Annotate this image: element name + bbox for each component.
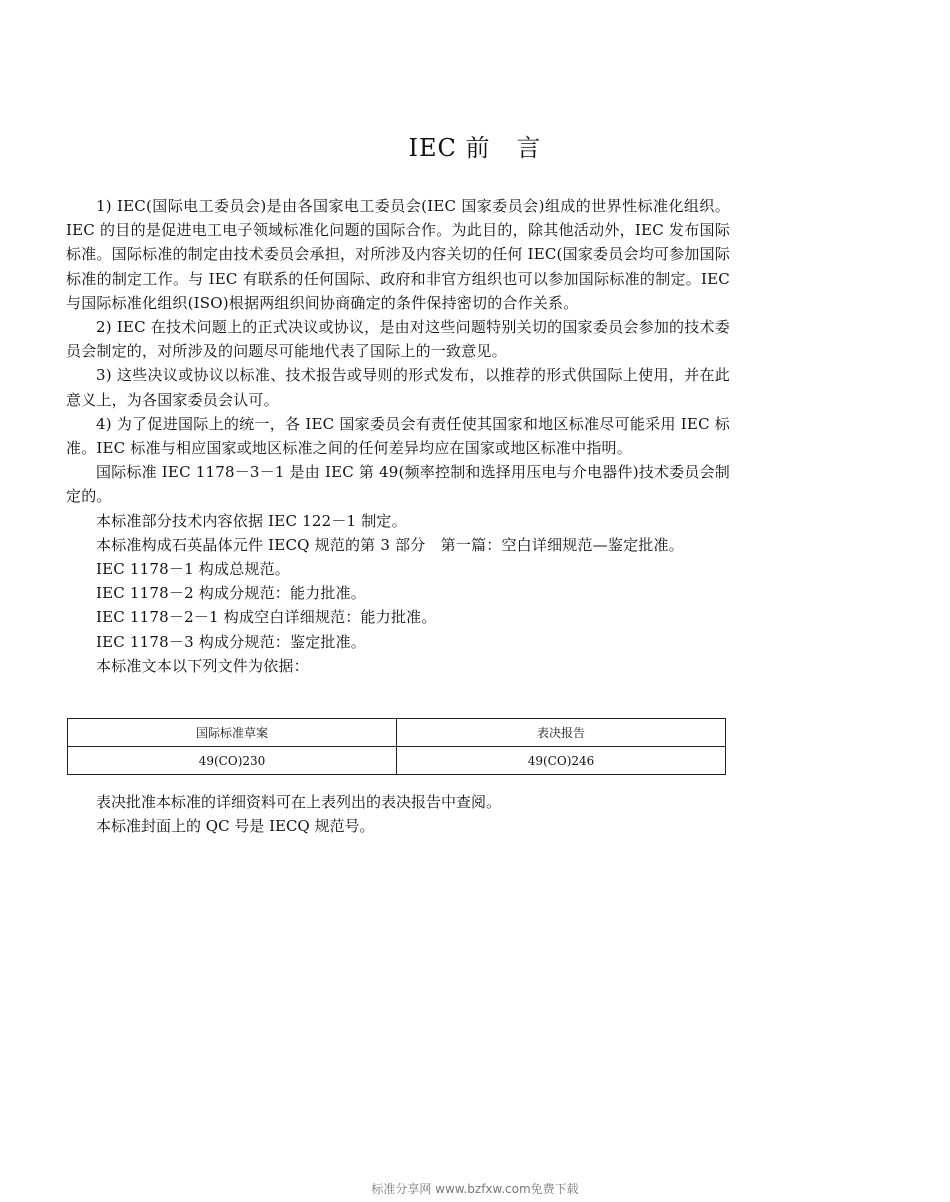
paragraph-3: 3) 这些决议或协议以标准、技术报告或导则的形式发布，以推荐的形式供国际上使用，并在此意义上，为各国家委员会认可。 [66,366,730,409]
table-cell-draft: 49(CO)230 [68,747,397,775]
paragraph-2: 2) IEC 在技术问题上的正式决议或协议，是由对这些问题特别关切的国家委员会参加的技术委员会制定的，对所涉及的问题尽可能地代表了国际上的一致意见。 [66,318,730,361]
after-table-text [66,790,730,838]
page-title: IEC 前 言 [408,134,542,162]
line-iec-1178-3: IEC 1178－3 构成分规范：鉴定批准。 [96,632,367,651]
line-qc-number: 本标准封面上的 QC 号是 IECQ 规范号。 [96,817,375,836]
table-cell-voting-report: 49(CO)246 [397,747,726,775]
voting-documents-table [67,718,726,775]
line-basis: 本标准部分技术内容依据 IEC 122－1 制定。 [96,511,407,530]
table-header-row [68,719,726,747]
paragraph-4: 4) 为了促进国际上的统一，各 IEC 国家委员会有责任使其国家和地区标准尽可能采用 IEC 标准。IEC 标准与相应国家或地区标准之间的任何差异均应在国家或地区标准中指明。 [66,414,730,458]
line-documents-basis: 本标准文本以下列文件为依据： [96,656,309,675]
line-iec-1178-2: IEC 1178－2 构成分规范：能力批准。 [96,584,367,603]
table-header-voting-report: 表决报告 [397,719,726,747]
table-header-draft: 国际标准草案 [68,719,397,747]
footer-watermark: 标准分享网 www.bzfxw.com免费下载 [371,1182,579,1196]
line-iec-1178-1: IEC 1178－1 构成总规范。 [96,560,291,579]
body-text [66,194,730,678]
paragraph-5: 国际标准 IEC 1178－3－1 是由 IEC 第 49(频率控制和选择用压电与介电器件)技术委员会制定的。 [66,463,730,506]
line-voting-details: 表决批准本标准的详细资料可在上表列出的表决报告中查阅。 [96,793,502,811]
line-structure: 本标准构成石英晶体元件 IECQ 规范的第 3 部分 第一篇：空白详细规范—鉴定批准。 [96,535,684,554]
paragraph-1: 1) IEC(国际电工委员会)是由各国家电工委员会(IEC 国家委员会)组成的世界性标准化组织。IEC 的目的是促进电工电子领域标准化问题的国际合作。为此目的，除其他活动外，IEC 发布国际标准。国际标准的制定由技术委员会承担，对所涉及内容关切的任何 IEC(国家委员会均可参加国际标准的制定工作。与 IEC 有联系的任何国际、政府和非官方组织也可以参加国际标准的制定。IEC 与国际标准化组织(ISO)根据两组织间协商确定的条件保持密切的合作关系。 [66,197,730,312]
table-row [68,747,726,775]
line-iec-1178-2-1: IEC 1178－2－1 构成空白详细规范：能力批准。 [96,608,437,627]
